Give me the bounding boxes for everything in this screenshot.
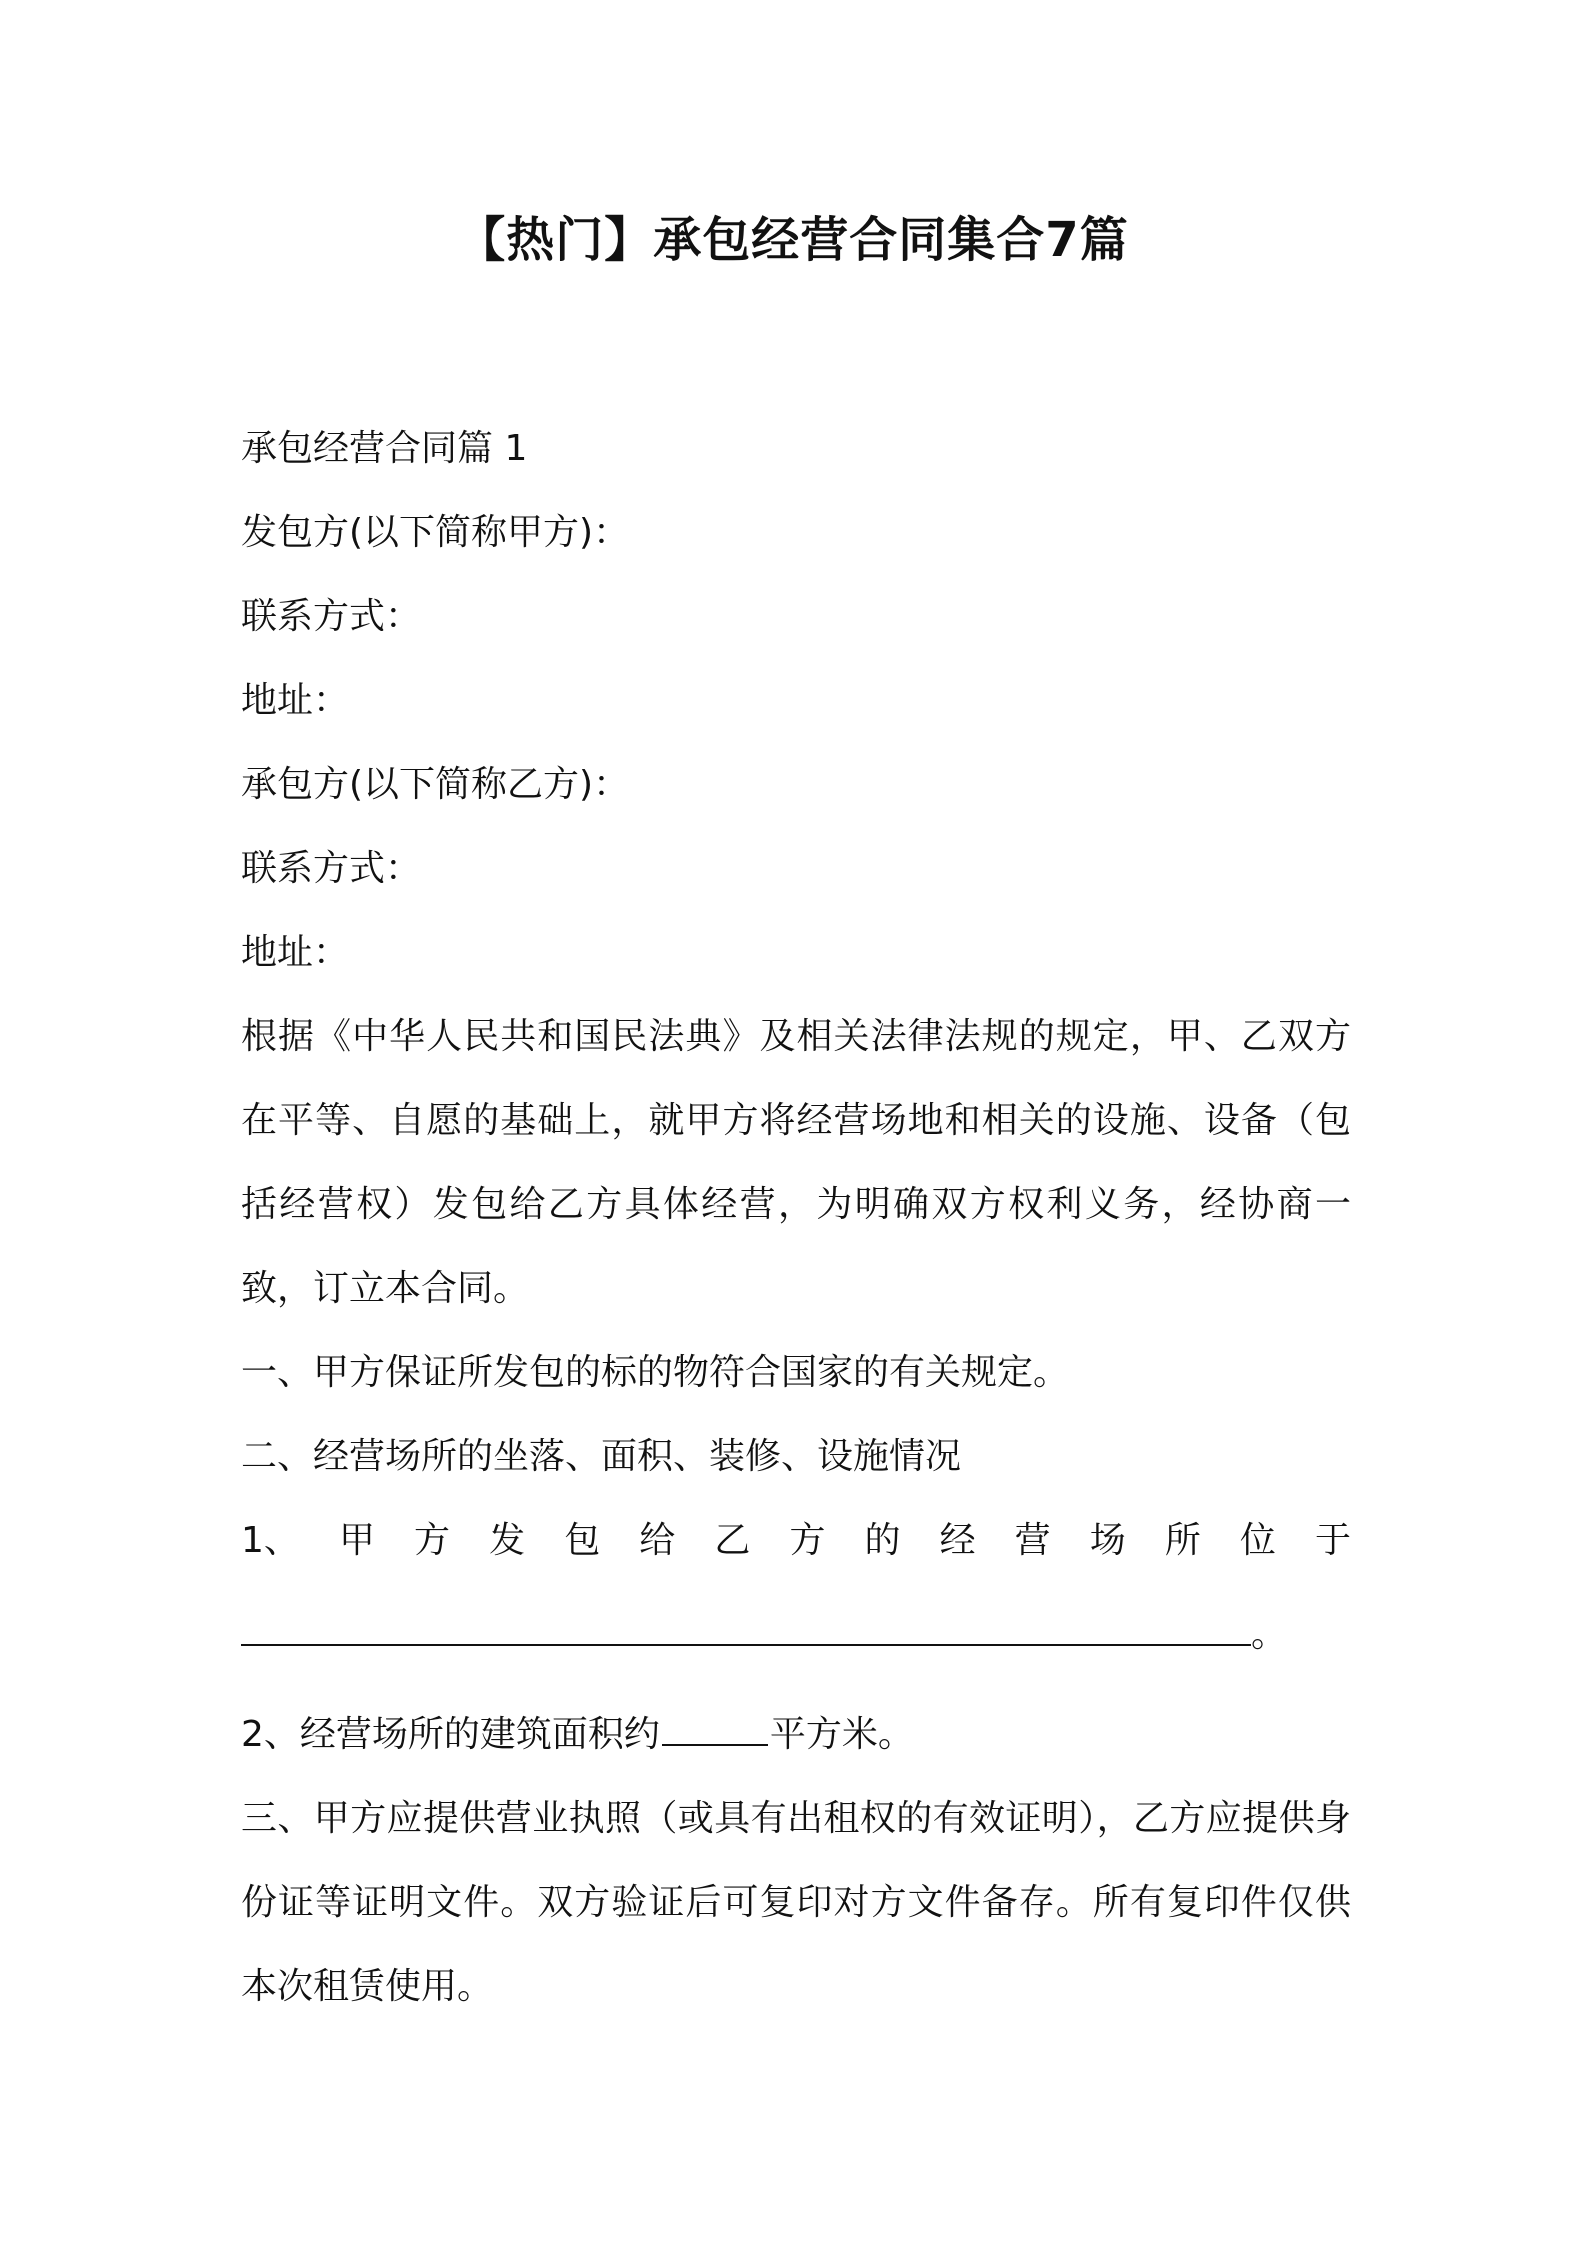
area-blank [662,1704,768,1746]
clause-2-1-blank-line [241,1583,1351,1693]
clause-char: 发 [489,1520,526,1561]
clause-char: 方 [789,1520,826,1561]
clause-1: 一、甲方保证所发包的标的物符合国家的有关规定。 [241,1352,1070,1393]
clause-char: 营 [1014,1520,1051,1561]
location-blank [241,1600,1251,1646]
party-b-contact-label: 联系方式： [241,848,422,889]
clause-2-1-line [241,1499,1351,1583]
clause-char: 经 [939,1520,976,1561]
intro-paragraph: 根据《中华人民共和国民法典》及相关法律法规的规定，甲、乙双方在平等、自愿的基础上，就甲方将经营场地和相关的设施、设备（包括经营权）发包给乙方具体经营，为明确双方权利义务，经协商一致，订立本合同。 [241,1016,1351,1309]
clause-char: 1、 [241,1520,300,1561]
clause-char: 所 [1164,1520,1201,1561]
document-body [241,407,1351,2029]
clause-2-1-end: 。 [1251,1614,1288,1655]
document-title: 【热门】承包经营合同集合7篇 [457,212,1129,268]
clause-2-2-suffix: 平方米。 [769,1714,914,1755]
clause-char: 的 [864,1520,901,1561]
clause-char: 场 [1089,1520,1126,1561]
clause-2-2 [241,1693,1351,1777]
clause-char: 乙 [714,1520,751,1561]
party-b-label: 承包方(以下简称乙方)： [241,764,630,805]
clause-char: 位 [1239,1520,1276,1561]
party-a-label: 发包方(以下简称甲方)： [241,512,630,553]
clause-char: 甲 [338,1520,375,1561]
clause-char: 于 [1314,1520,1351,1561]
party-a-address-label: 地址： [241,680,350,721]
party-a-contact-label: 联系方式： [241,596,422,637]
clause-2-2-prefix: 2、经营场所的建筑面积约 [241,1714,660,1755]
clause-char: 包 [564,1520,601,1561]
clause-char: 给 [639,1520,676,1561]
clause-char: 方 [414,1520,451,1561]
section-heading: 承包经营合同篇 1 [241,428,528,469]
party-b-address-label: 地址： [241,932,350,973]
clause-3: 三、甲方应提供营业执照（或具有出租权的有效证明），乙方应提供身份证等证明文件。双方验证后可复印对方文件备存。所有复印件仅供本次租赁使用。 [241,1798,1351,2007]
clause-2: 二、经营场所的坐落、面积、装修、设施情况 [241,1436,962,1477]
